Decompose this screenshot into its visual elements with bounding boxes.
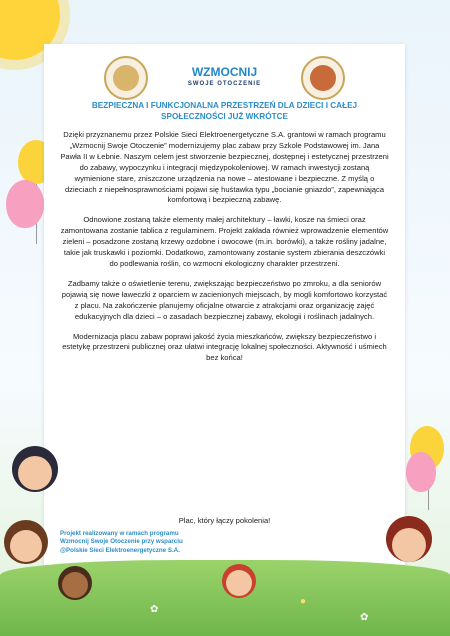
closing-slogan: Plac, który łączy pokolenia!	[178, 516, 271, 525]
balloon-pink-icon	[6, 180, 44, 228]
wzmocnij-logo-main: WZMOCNIJ	[191, 65, 258, 79]
title-line-1: BEZPIECZNA I FUNKCJONALNA PRZESTRZEŃ DLA DZIECI I CAŁEJ	[91, 101, 358, 110]
child-face	[392, 528, 426, 562]
funding-line-3: @Polskie Sieci Elektroenergetyczne S.A.	[60, 546, 180, 554]
balloon-pink-icon	[406, 452, 436, 492]
flower-icon: ✿	[360, 612, 369, 623]
body-text	[60, 130, 389, 373]
wzmocnij-logo	[188, 66, 261, 90]
funding-note	[60, 530, 280, 555]
paragraph-2: Odnowione zostaną także elementy małej architektury – ławki, kosze na śmieci oraz zamontowana zostanie tablica z regulaminem. Projekt zakłada również wprowadzenie elementów zieleni – posadzone zostaną krzewy ozdobne i owocowe (m.in. borówki), a także rośliny jadalne, takie jak truskawki i poziomki. Dodatkowo, zamontowany zostanie system zbierania deszczówki do podlewania roślin, co wzmocni ekologiczny charakter przestrzeni.	[60, 215, 389, 268]
flower-icon: ✿	[150, 604, 159, 615]
school-logo	[104, 56, 148, 100]
wzmocnij-logo-sub: SWOJE OTOCZENIE	[187, 81, 262, 87]
child-face	[226, 570, 252, 596]
paragraph-1: Dzięki przyznanemu przez Polskie Sieci Elektroenergetyczne S.A. grantowi w ramach programu „Wzmocnij Swoje Otoczenie” modernizujemy plac zabaw przy Szkole Podstawowej im. Jana Pawła II w Łebnie. Naszym celem jest stworzenie bezpiecznej, dostępnej i estetycznej przestrzeni do zabawy, wypoczynku i integracji międzypokoleniowej. W ramach inwestycji zostaną wymienione stare, zniszczone urządzenia na nowe – atestowane i bezpieczne. Z myślą o dzieciach z niepełnosprawnościami pojawi się huśtawka typu „bocianie gniazdo”, zapewniająca komfortową i bezpieczną zabawę.	[60, 130, 389, 205]
bee-icon: ●	[300, 596, 307, 607]
paragraph-3: Zadbamy także o oświetlenie terenu, zwiększając bezpieczeństwo po zmroku, a dla seniorów pojawią się nowe ławeczki z oparciem w zacienionych miejscach, by mogli komfortowo korzystać z placu. Na zakończenie planujemy oficjalne otwarcie z atrakcjami oraz organizację zajęć edukacyjnych dla dzieci – o zasadach bezpiecznej zabawy, ekologii i roślinach jadalnych.	[61, 278, 388, 321]
funding-line-2: Wzmocnij Swoje Otoczenie przy wsparciu	[60, 538, 183, 546]
page-title	[54, 100, 395, 122]
title-line-2: SPOŁECZNOŚCI JUŻ WKRÓTCE	[161, 112, 288, 121]
child-face	[62, 572, 88, 598]
logo-row	[44, 56, 405, 100]
child-face	[10, 530, 42, 562]
poster-card	[44, 44, 405, 592]
child-face	[18, 456, 52, 490]
paragraph-4: Modernizacja placu zabaw poprawi jakość życia mieszkańców, zwiększy bezpieczeństwo i estetykę przestrzeni publicznej oraz ułatwi integrację lokalnej społeczności. Aktywność i uśmiech bez końca!	[62, 331, 387, 363]
funding-line-1: Projekt realizowany w ramach programu	[60, 530, 179, 537]
municipality-seal	[301, 56, 345, 100]
